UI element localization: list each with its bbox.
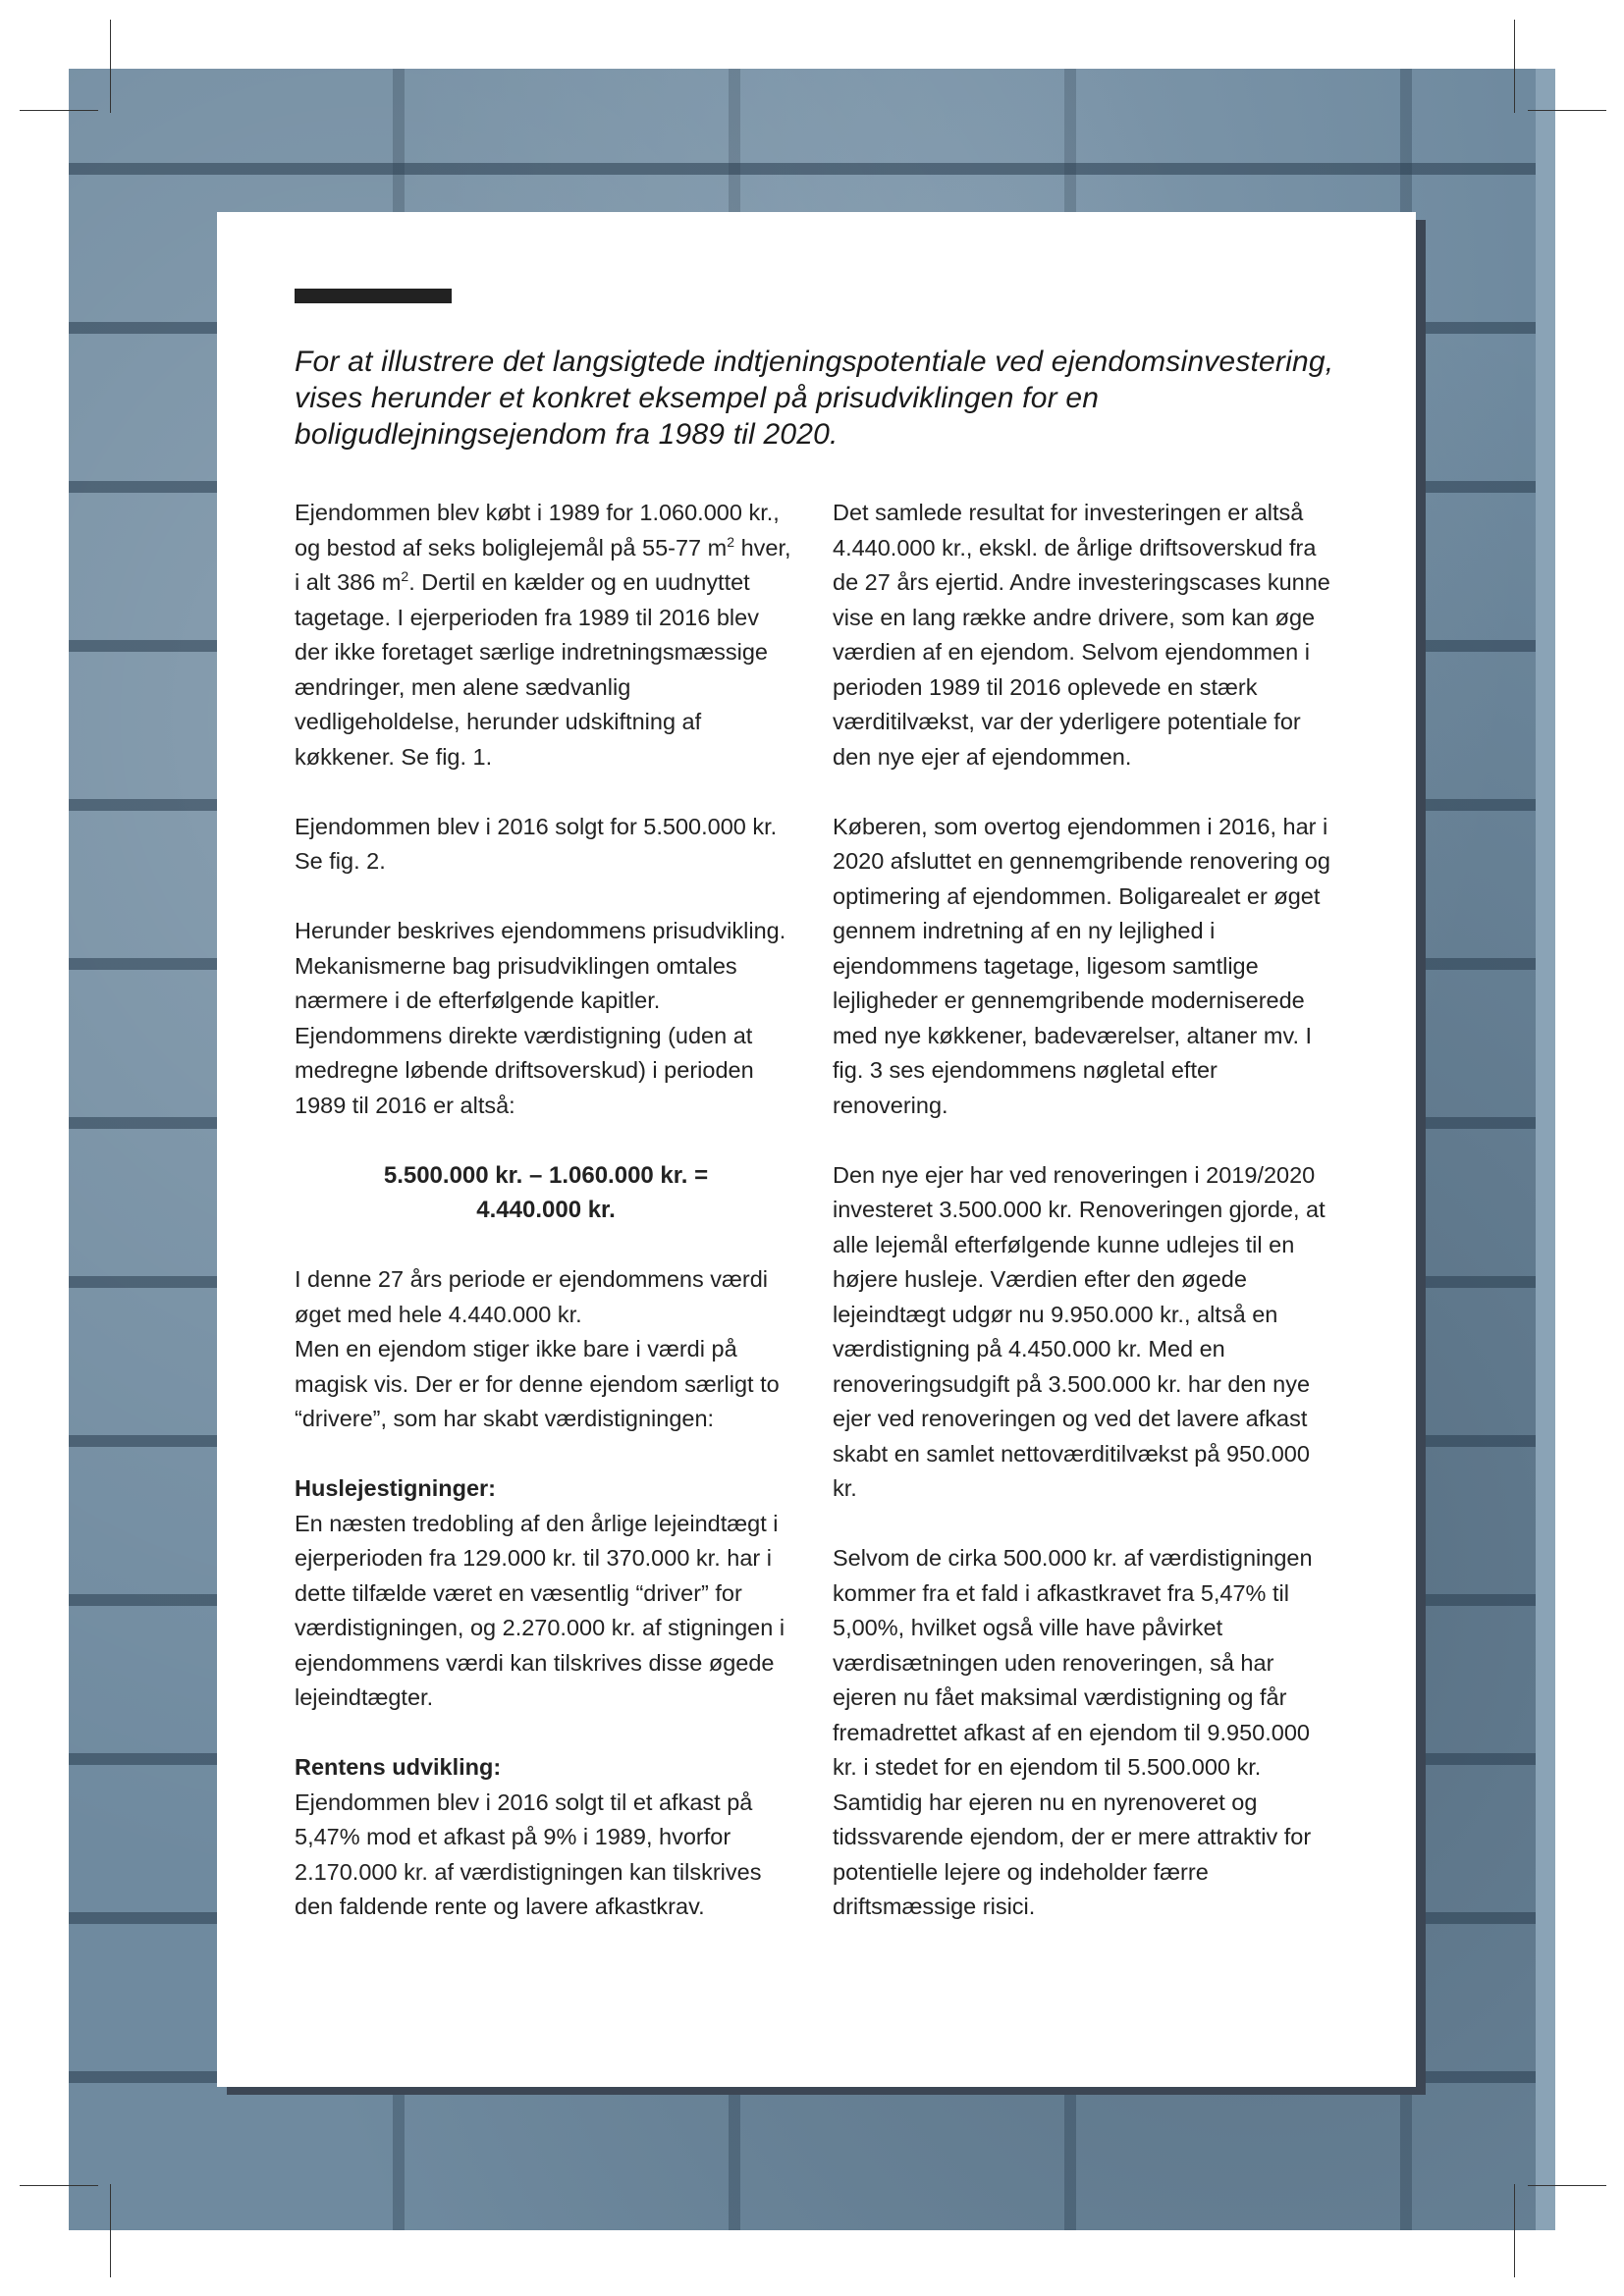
superscript: 2 (727, 533, 735, 550)
text-run: Ejendommen blev købt i 1989 for 1.060.000 kr., og bestod af seks boliglejemål på 55-77 m (295, 500, 780, 561)
paragraph: Herunder beskrives ejendommens prisudvikling. Mekanismerne bag prisudviklingen omtales nærmere i de efterfølgende kapitler. Ejendommens direkte værdistigning (uden at medregne løbende driftsoverskud) i perioden 1989 til 2016 er altså: (295, 918, 786, 1118)
paragraph: Ejendommen blev i 2016 solgt for 5.500.000 kr. Se fig. 2. (295, 813, 778, 874)
paragraph: Men en ejendom stiger ikke bare i værdi på magisk vis. Der er for denne ejendom særligt to “drivere”, som har skabt værdistigningen: (295, 1336, 780, 1431)
crop-mark (20, 110, 98, 111)
superscript: 2 (401, 568, 409, 585)
crop-mark (110, 2184, 111, 2277)
paragraph: En næsten tredobling af den årlige lejeindtægt i ejerperioden fra 129.000 kr. til 370.000 kr. har i dette tilfælde været en væsentlig “driver” for værdistigningen, og 2.270.000 kr. af stigningen i ejendommens værdi kan tilskrives disse øgede lejeindtægter. (295, 1510, 785, 1710)
right-column (833, 496, 1335, 1959)
paragraph: Selvom de cirka 500.000 kr. af værdistigningen kommer fra et fald i afkastkravet fra 5,47% til 5,00%, hvilket også ville have påvirket værdisætningen uden renoveringen, så har ejeren nu fået maksimal værdistigning og får fremadrettet afkast af en ejendom til 9.950.000 kr. i stedet for en ejendom til 5.500.000 kr. Samtidig har ejeren nu en nyrenoveret og tidssvarende ejendom, der er mere attraktiv for potentielle lejere og indeholder færre driftsmæssige risici. (833, 1545, 1313, 1919)
paragraph: I denne 27 års periode er ejendommens værdi øget med hele 4.440.000 kr. (295, 1266, 769, 1327)
section-heading: Rentens udvikling: (295, 1754, 502, 1780)
paragraph: Køberen, som overtog ejendommen i 2016, har i 2020 afsluttet en gennemgribende renovering og optimering af ejendommen. Boligarealet er øget gennem indretning af en ny lejlighed i ejendommens tagetage, ligesom samtlige lejligheder er gennemgribende moderniserede med nye køkkener, badeværelser, altaner mv. I fig. 3 ses ejendommens nøgletal efter renovering. (833, 813, 1330, 1118)
bleed-edge-strip (1536, 69, 1555, 2230)
formula-line: 4.440.000 kr. (476, 1197, 616, 1223)
crop-mark (1528, 2185, 1606, 2186)
paragraph: Det samlede resultat for investeringen er altså 4.440.000 kr., ekskl. de årlige driftsoverskud fra de 27 års ejertid. Andre investeringscases kunne vise en lang række andre drivere, som kan øge værdien af en ejendom. Selvom ejendommen i perioden 1989 til 2016 oplevede en stærk værditilvækst, var der yderligere potentiale for den nye ejer af ejendommen. (833, 500, 1330, 770)
decorative-rule (295, 289, 452, 303)
text-run: . Dertil en kælder og en uudnyttet tagetage. I ejerperioden fra 1989 til 2016 blev der ikke foretaget særlige indretningsmæssige ændringer, men alene sædvanlig vedligeholdelse, herunder udskiftning af køkkener. Se fig. 1. (295, 569, 768, 770)
crop-mark (1514, 2184, 1515, 2277)
formula-line: 5.500.000 kr. – 1.060.000 kr. = (383, 1161, 709, 1189)
paragraph (295, 496, 797, 774)
crop-mark (20, 2185, 98, 2186)
left-column (295, 496, 797, 1959)
formula (295, 1158, 797, 1228)
section-heading: Huslejestigninger: (295, 1475, 497, 1501)
crop-mark (1528, 110, 1606, 111)
text-run: hver, i alt 386 m (295, 534, 791, 595)
crop-mark (110, 20, 111, 113)
crop-mark (1514, 20, 1515, 113)
lead-paragraph: For at illustrere det langsigtede indtjeningspotentiale ved ejendomsinvestering, vises herunder et konkret eksempel på prisudviklingen for en boligudlejningsejendom fra 1989 til 2020. (295, 346, 1334, 451)
paragraph: Den nye ejer har ved renoveringen i 2019/2020 investeret 3.500.000 kr. Renoveringen gjorde, at alle lejemål efterfølgende kunne udlejes til en højere husleje. Værdien efter den øgede lejeindtægt udgør nu 9.950.000 kr., altså en værdistigning på 4.450.000 kr. Med en renoveringsudgift på 3.500.000 kr. har den nye ejer ved renoveringen og ved det lavere afkast skabt en samlet nettoværditilvækst på 950.000 kr. (833, 1161, 1326, 1501)
paragraph: Ejendommen blev i 2016 solgt til et afkast på 5,47% mod et afkast på 9% i 1989, hvorfor 2.170.000 kr. af værdistigningen kan tilskrives den faldende rente og lavere afkastkrav. (295, 1789, 762, 1919)
